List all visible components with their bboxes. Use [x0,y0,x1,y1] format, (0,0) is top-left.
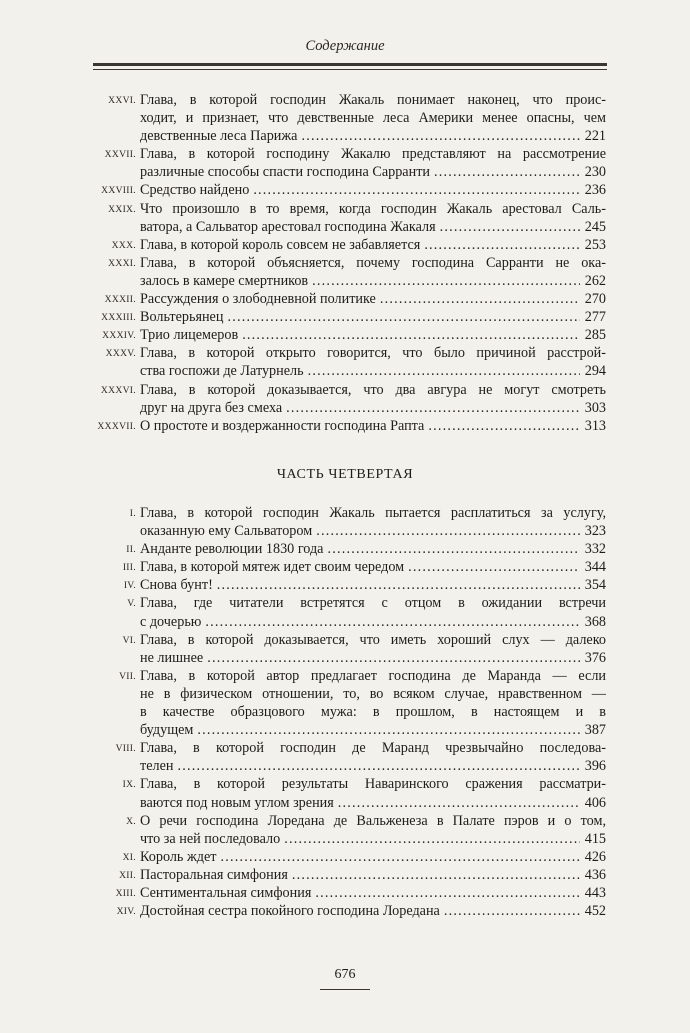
chapter-title-last-line [140,326,606,344]
chapter-title-text: ства госпожи де Латурнель [140,363,304,380]
chapter-number: II. [126,544,136,556]
dot-leader [408,558,580,576]
chapter-title-line: ходит, и признает, что девственные леса Америки менее опасны, чем [140,110,606,127]
header-rule-thin [93,69,607,70]
chapter-title-last-line [140,558,606,576]
toc-entry [0,848,690,866]
chapter-number: XXXVI. [100,384,136,396]
chapter-number: XXXII. [104,294,136,306]
chapter-title-text: с дочерью [140,613,202,630]
chapter-title-last-line [140,613,606,631]
dot-leader [242,326,580,344]
dot-leader [440,218,580,236]
dot-leader [197,721,580,739]
chapter-title-line: Глава, в которой господину Жакалю представляют на рассмотрение [140,146,606,163]
chapter-title-line: Глава, в которой господин де Маранд чрезвычайно последова- [140,740,606,757]
chapter-title-text: будущем [140,722,194,739]
chapter-number: XII. [119,869,136,881]
chapter-title-text: Пасторальная симфония [140,866,288,883]
chapter-number: V. [127,598,136,610]
chapter-title-line: Глава, в которой результаты Наваринского сражения рассматри- [140,776,606,793]
chapter-title-last-line [140,522,606,540]
toc-entry [0,775,690,811]
page-reference: 285 [584,327,606,344]
page-reference: 262 [584,272,606,289]
chapter-number: XXX. [111,239,136,251]
toc-entry [0,631,690,667]
page-reference: 270 [584,291,606,308]
dot-leader [205,613,580,631]
toc-entry [0,576,690,594]
chapter-title-last-line [140,830,606,848]
dot-leader [312,272,580,290]
chapter-title-last-line [140,576,606,594]
chapter-title-text: Анданте революции 1830 года [140,541,324,558]
chapter-title-last-line [140,757,606,775]
chapter-title-last-line [140,290,606,308]
chapter-number: IX. [122,779,136,791]
page-reference: 406 [584,794,606,811]
toc-entry [0,866,690,884]
dot-leader [380,290,580,308]
page-reference: 277 [584,309,606,326]
chapter-title-text: телен [140,758,174,775]
chapter-number: XXXV. [105,348,136,360]
running-head: Содержание [305,38,385,54]
chapter-title-line: Глава, в которой господин Жакаль пытается расплатиться за услугу, [140,505,606,521]
chapter-title-text: ваются под новым углом зрения [140,794,334,811]
chapter-number: XXVI. [108,95,136,106]
page-reference: 387 [584,722,606,739]
chapter-title-line: Глава, в которой доказывается, что два авгура не могут смотреть [140,381,606,398]
toc-entry [0,91,690,145]
dot-leader [434,163,580,181]
chapter-title-line: Глава, в которой объясняется, почему господина Сарранти не ока- [140,254,606,271]
chapter-title-line: О речи господина Лоредана де Вальженеза в Палате пэров и о том, [140,812,606,829]
dot-leader [316,522,580,540]
chapter-title-text: что за ней последовало [140,830,281,847]
chapter-title-last-line [140,794,606,812]
toc-entry [0,236,690,254]
chapter-number: X. [126,815,136,827]
page-reference: 245 [584,218,606,235]
chapter-title-text: О простоте и воздержанности господина Рапта [140,417,425,434]
chapter-title-text: Рассуждения о злободневной политике [140,291,376,308]
toc-entry [0,344,690,380]
chapter-number: XXXI. [108,257,136,269]
header-rule-thick [93,63,607,66]
chapter-title-text: Трио лицемеров [140,327,239,344]
chapter-number: XIII. [115,887,136,899]
chapter-title-line: Глава, где читатели встретятся с отцом в ожидании встречи [140,595,606,612]
dot-leader [301,127,580,145]
chapter-title-last-line [140,540,606,558]
dot-leader [207,649,580,667]
toc-entry [0,504,690,540]
dot-leader [292,866,580,884]
chapter-title-line: Глава, в которой господин Жакаль понимает наконец, что проис- [140,92,606,108]
page-reference: 303 [584,399,606,416]
chapter-title-last-line [140,181,606,199]
chapter-title-last-line [140,884,606,902]
dot-leader [315,884,580,902]
chapter-title-last-line [140,218,606,236]
toc-entry [0,902,690,920]
toc-entry [0,884,690,902]
page-reference: 221 [584,128,606,145]
chapter-title-text: Средство найдено [140,182,250,199]
chapter-number: XXXIII. [101,312,136,324]
chapter-title-last-line [140,236,606,254]
toc-list-part3 [0,91,690,435]
chapter-title-line: Глава, в которой доказывается, что иметь хороший слух — далеко [140,631,606,648]
chapter-title-line: Глава, в которой открыто говорится, что было причиной расстрой- [140,345,606,362]
page-reference: 236 [584,182,606,199]
dot-leader [424,236,580,254]
toc-list-part4 [0,504,690,920]
chapter-title-last-line [140,362,606,380]
dot-leader [227,308,580,326]
toc-entry [0,540,690,558]
chapter-title-last-line [140,902,606,920]
chapter-number: XI. [122,851,136,863]
chapter-title-last-line [140,721,606,739]
toc-entry [0,667,690,739]
chapter-title-last-line [140,399,606,417]
page-reference: 294 [584,363,606,380]
toc-entry [0,254,690,290]
page-reference: 426 [584,848,606,865]
chapter-number: XXVII. [104,149,136,161]
page-reference: 253 [584,236,606,253]
page-reference: 344 [584,559,606,576]
page-number: 676 [334,967,356,982]
chapter-title-text: Глава, в которой король совсем не забавляется [140,236,421,253]
chapter-number: VIII. [115,743,136,755]
chapter-number: IV. [123,580,136,592]
chapter-title-text: Сентиментальная симфония [140,884,312,901]
chapter-title-text: Снова бунт! [140,577,213,594]
chapter-title-text: залось в камере смертников [140,272,309,289]
page-reference: 230 [584,164,606,181]
chapter-title-last-line [140,163,606,181]
chapter-title-text: Король ждет [140,848,217,865]
page-reference: 376 [584,649,606,666]
chapter-title-text: ватора, а Сальватор арестовал господина Жакаля [140,218,436,235]
chapter-title-text: различные способы спасти господина Сарранти [140,164,430,181]
chapter-number: XIV. [116,906,136,918]
toc-entry [0,308,690,326]
toc-entry [0,381,690,417]
page-reference: 452 [584,903,606,920]
dot-leader [428,417,580,435]
chapter-number: VI. [122,634,136,646]
page-reference: 354 [584,577,606,594]
toc-entry [0,417,690,435]
page-reference: 313 [584,417,606,434]
chapter-title-last-line [140,649,606,667]
dot-leader [284,830,580,848]
chapter-number: III. [122,562,136,574]
toc-entry [0,145,690,181]
page-reference: 368 [584,613,606,630]
dot-leader [177,757,580,775]
toc-entry [0,594,690,630]
toc-entry [0,558,690,576]
chapter-title-line: Что произошло в то время, когда господин Жакаль арестовал Саль- [140,200,606,217]
dot-leader [308,362,580,380]
page-reference: 443 [584,884,606,901]
page-reference: 332 [584,541,606,558]
chapter-title-last-line [140,417,606,435]
chapter-title-last-line [140,866,606,884]
dot-leader [338,794,580,812]
toc-entry [0,290,690,308]
chapter-title-text: не лишнее [140,649,204,666]
dot-leader [217,576,580,594]
chapter-number: XXIX. [108,203,136,215]
dot-leader [220,848,580,866]
dot-leader [327,540,580,558]
chapter-number: XXXVII. [97,420,136,432]
toc-entry [0,181,690,199]
toc-entry [0,739,690,775]
chapter-title-last-line [140,308,606,326]
chapter-title-line: в качестве образцового мужа: в прошлом, в настоящем и в [140,704,606,721]
toc-entry [0,200,690,236]
page-reference: 396 [584,758,606,775]
chapter-number: VII. [119,670,136,682]
page-reference: 436 [584,866,606,883]
chapter-title-text: Достойная сестра покойного господина Лоредана [140,903,440,920]
chapter-title-last-line [140,848,606,866]
chapter-number: XXVIII. [101,185,136,197]
folio-rule [320,989,370,990]
chapter-title-last-line [140,127,606,145]
chapter-title-line: не в физическом отношении, то, во всяком случае, нравственном — [140,685,606,702]
chapter-title-line: Глава, в которой автор предлагает господина де Маранда — если [140,667,606,684]
dot-leader [286,399,580,417]
chapter-number: XXXIV. [102,330,136,342]
page-reference: 415 [584,830,606,847]
chapter-title-text: оказанную ему Сальватором [140,523,313,540]
dot-leader [253,181,580,199]
chapter-number: I. [129,508,136,519]
toc-entry [0,326,690,344]
toc-entry [0,812,690,848]
dot-leader [444,902,580,920]
page-reference: 323 [584,523,606,540]
chapter-title-text: Вольтерьянец [140,309,224,326]
chapter-title-last-line [140,272,606,290]
chapter-title-text: друг на друга без смеха [140,399,283,416]
part-title: ЧАСТЬ ЧЕТВЕРТАЯ [276,467,414,482]
chapter-title-text: Глава, в которой мятеж идет своим чередом [140,559,405,576]
chapter-title-text: девственные леса Парижа [140,128,298,145]
